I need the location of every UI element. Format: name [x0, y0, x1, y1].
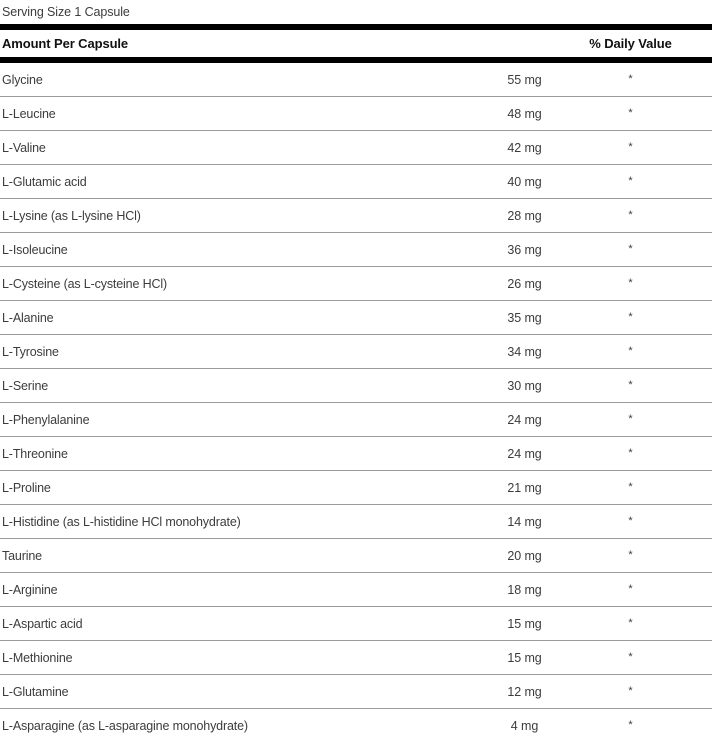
nutrient-daily-value	[577, 514, 712, 527]
nutrient-daily-value	[577, 310, 712, 323]
nutrient-amount: 12 mg	[507, 684, 542, 699]
daily-value-asterisk: *	[628, 276, 633, 289]
daily-value-asterisk: *	[628, 310, 633, 323]
table-row	[0, 301, 712, 334]
serving-size-label: Serving Size 1 Capsule	[2, 5, 130, 19]
daily-value-asterisk: *	[628, 72, 633, 85]
daily-value-asterisk: *	[628, 344, 633, 357]
table-row	[0, 641, 712, 674]
nutrient-daily-value	[577, 650, 712, 663]
nutrient-name: Taurine	[2, 548, 42, 563]
daily-value-asterisk: *	[628, 548, 633, 561]
table-row	[0, 233, 712, 266]
nutrient-name: L-Lysine (as L-lysine HCl)	[2, 208, 141, 223]
daily-value-asterisk: *	[628, 378, 633, 391]
nutrient-rows-container	[0, 63, 712, 742]
table-row	[0, 267, 712, 300]
nutrient-daily-value	[577, 378, 712, 391]
nutrient-daily-value	[577, 582, 712, 595]
table-row	[0, 63, 712, 96]
column-header-amount-per-capsule: Amount Per Capsule	[2, 36, 129, 51]
nutrient-amount: 24 mg	[507, 446, 542, 461]
table-row	[0, 437, 712, 470]
nutrient-name: L-Methionine	[2, 650, 73, 665]
nutrient-daily-value	[577, 72, 712, 85]
nutrient-daily-value	[577, 412, 712, 425]
column-header-daily-value: % Daily Value	[589, 36, 672, 51]
daily-value-asterisk: *	[628, 480, 633, 493]
nutrient-amount: 42 mg	[507, 140, 542, 155]
nutrient-name: L-Isoleucine	[2, 242, 68, 257]
nutrient-name: L-Glutamine	[2, 684, 69, 699]
nutrient-name: L-Threonine	[2, 446, 68, 461]
daily-value-asterisk: *	[628, 208, 633, 221]
nutrient-daily-value	[577, 276, 712, 289]
nutrient-amount: 48 mg	[507, 106, 542, 121]
daily-value-asterisk: *	[628, 684, 633, 697]
daily-value-asterisk: *	[628, 514, 633, 527]
nutrient-amount: 20 mg	[507, 548, 542, 563]
table-header-row	[0, 30, 712, 57]
nutrient-amount: 26 mg	[507, 276, 542, 291]
nutrient-amount: 55 mg	[507, 72, 542, 87]
table-row	[0, 573, 712, 606]
nutrient-amount: 18 mg	[507, 582, 542, 597]
nutrient-daily-value	[577, 718, 712, 731]
nutrient-name: Glycine	[2, 72, 43, 87]
table-row	[0, 607, 712, 640]
daily-value-asterisk: *	[628, 140, 633, 153]
nutrient-name: L-Valine	[2, 140, 46, 155]
daily-value-asterisk: *	[628, 650, 633, 663]
table-row	[0, 505, 712, 538]
daily-value-asterisk: *	[628, 718, 633, 731]
nutrient-daily-value	[577, 684, 712, 697]
nutrient-daily-value	[577, 242, 712, 255]
nutrient-amount: 34 mg	[507, 344, 542, 359]
nutrient-amount: 30 mg	[507, 378, 542, 393]
daily-value-asterisk: *	[628, 616, 633, 629]
table-row	[0, 471, 712, 504]
daily-value-asterisk: *	[628, 174, 633, 187]
nutrient-name: L-Alanine	[2, 310, 54, 325]
nutrient-name: L-Arginine	[2, 582, 58, 597]
nutrient-name: L-Leucine	[2, 106, 56, 121]
nutrient-daily-value	[577, 140, 712, 153]
nutrient-daily-value	[577, 174, 712, 187]
nutrient-amount: 24 mg	[507, 412, 542, 427]
nutrient-amount: 28 mg	[507, 208, 542, 223]
nutrient-amount: 21 mg	[507, 480, 542, 495]
nutrient-amount: 40 mg	[507, 174, 542, 189]
nutrient-daily-value	[577, 616, 712, 629]
nutrient-name: L-Asparagine (as L-asparagine monohydrate)	[2, 718, 248, 733]
table-row	[0, 709, 712, 742]
daily-value-asterisk: *	[628, 106, 633, 119]
nutrient-amount: 36 mg	[507, 242, 542, 257]
table-row	[0, 369, 712, 402]
table-row	[0, 675, 712, 708]
table-row	[0, 131, 712, 164]
nutrient-name: L-Aspartic acid	[2, 616, 83, 631]
nutrient-name: L-Cysteine (as L-cysteine HCl)	[2, 276, 167, 291]
nutrient-amount: 15 mg	[507, 616, 542, 631]
nutrient-daily-value	[577, 446, 712, 459]
nutrient-daily-value	[577, 208, 712, 221]
nutrient-name: L-Histidine (as L-histidine HCl monohydrate)	[2, 514, 241, 529]
nutrient-name: L-Phenylalanine	[2, 412, 90, 427]
nutrient-name: L-Glutamic acid	[2, 174, 87, 189]
table-row	[0, 403, 712, 436]
table-row	[0, 539, 712, 572]
daily-value-asterisk: *	[628, 412, 633, 425]
nutrient-amount: 35 mg	[507, 310, 542, 325]
table-row	[0, 97, 712, 130]
table-row	[0, 335, 712, 368]
table-row	[0, 165, 712, 198]
nutrient-daily-value	[577, 548, 712, 561]
nutrient-amount: 15 mg	[507, 650, 542, 665]
nutrient-amount: 4 mg	[510, 718, 539, 733]
nutrient-name: L-Tyrosine	[2, 344, 59, 359]
nutrient-name: L-Serine	[2, 378, 49, 393]
daily-value-asterisk: *	[628, 446, 633, 459]
nutrient-name: L-Proline	[2, 480, 51, 495]
nutrient-daily-value	[577, 344, 712, 357]
table-row	[0, 199, 712, 232]
nutrient-amount: 14 mg	[507, 514, 542, 529]
daily-value-asterisk: *	[628, 582, 633, 595]
daily-value-asterisk: *	[628, 242, 633, 255]
nutrient-daily-value	[577, 106, 712, 119]
nutrient-daily-value	[577, 480, 712, 493]
